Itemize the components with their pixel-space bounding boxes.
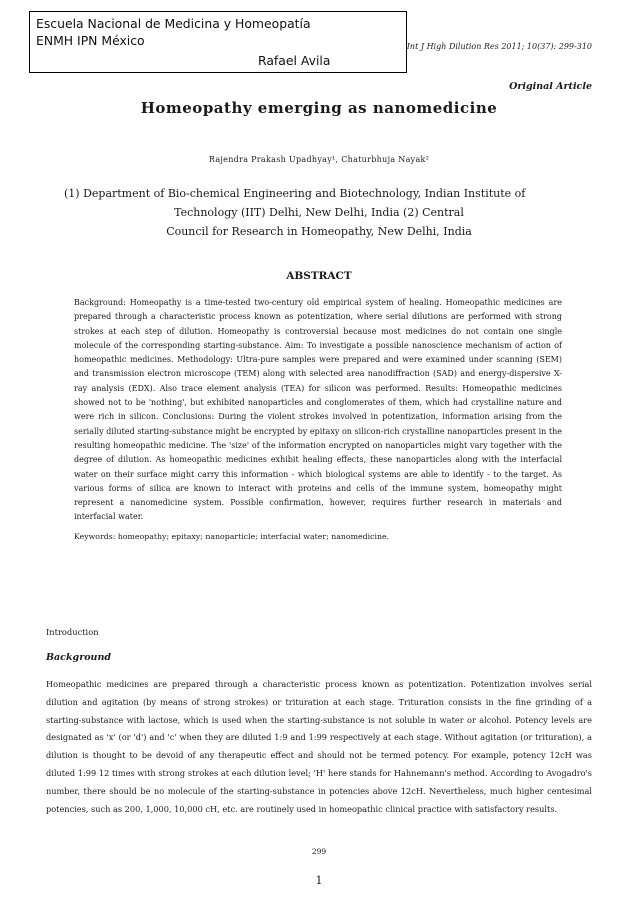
affiliation-line-1: (1) Department of Bio-chemical Engineering and Biotechnology, Indian Institute of: [64, 187, 526, 200]
keywords: Keywords: homeopathy; epitaxy; nanoparticle; interfacial water; nanomedicine.: [74, 532, 390, 541]
authors: Rajendra Prakash Upadhyay¹, Chaturbhuja Nayak²: [208, 155, 430, 164]
affiliation-line-3: Council for Research in Homeopathy, New Delhi, India: [166, 225, 472, 238]
library-stamp-box: [29, 11, 407, 73]
abstract-heading: ABSTRACT: [286, 270, 352, 282]
journal-reference: Int J High Dilution Res 2011; 10(37): 299-310: [406, 42, 592, 51]
stamp-location: ENMH IPN México: [36, 33, 145, 48]
affiliation-line-2: Technology (IIT) Delhi, New Delhi, India (2) Central: [174, 206, 464, 219]
stamp-name: Rafael Avila: [258, 53, 331, 68]
stamp-institution: Escuela Nacional de Medicina y Homeopatía: [36, 16, 311, 31]
body-paragraph: Homeopathic medicines are prepared through a characteristic process known as potentization. Potentization involves serial dilution and agitation (by means of strong strokes) or trituration at each stage. Trituration consists in the fine grinding of a starting-substance with lactose, which is used when the starting-substance is not soluble in water or alcohol. Potency levels are designated as 'x' (or 'd') and 'c' when they are diluted 1:9 and 1:99 respectively at each stage. Without agitation (or trituration), a dilution is thought to be devoid of any therapeutic effect and should not be termed potency. For example, potency 12cH was diluted 1:99 12 times with strong strokes at each dilution level; 'H' here stands for Hahnemann's method. According to Avogadro's number, there should be no molecule of the starting-substance in potencies above 12cH. Nevertheless, much higher centesimal potencies, such as 200, 1,000, 10,000 cH, etc. are routinely used in homeopathic clinical practice with satisfactory results.: [46, 679, 592, 814]
introduction-heading: Introduction: [46, 627, 99, 637]
paper-title: Homeopathy emerging as nanomedicine: [140, 99, 498, 117]
sheet-page-number: 1: [315, 874, 323, 887]
journal-page-number: 299: [311, 847, 327, 856]
abstract-text: Background: Homeopathy is a time-tested two-century old empirical system of healing. Homeopathic medicines are prepared through a characteristic process known as potentization, where serial dilutions are performed with strong strokes at each step of dilution. Homeopathy is controversial because most medicines do not contain one single molecule of the corresponding starting-substance. Aim: To investigate a possible nanoscience mechanism of action of homeopathic medicines. Methodology: Ultra-pure samples were prepared and were examined under scanning (SEM) and transmission electron microscope (TEM) along with selected area nanodiffraction (SAD) and energy-dispersive X-ray analysis (EDX). Also trace element analysis (TEA) for silicon was performed. Results: Homeopathic medicines showed not to be 'nothing', but exhibited nanoparticles and conglomerates of them, which had crystalline nature and were rich in silicon. Conclusions: During the violent strokes involved in potentization, information arising from the serially diluted starting-substance might be encrypted by epitaxy on silicon-rich crystalline nanoparticles present in the resulting homeopathic medicine. The 'size' of the information encrypted on nanoparticles might vary together with the degree of dilution. As homeopathic medicines exhibit healing effects, these nanoparticles along with the interfacial water on their surface might carry this information - which biological systems are able to identify - to the target. As various forms of silica are known to interact with proteins and cells of the immune system, homeopathy might represent a nanomedicine system. Possible confirmation, however, requires further research in materials and interfacial water.: [74, 298, 562, 522]
affiliations: [64, 184, 574, 241]
background-heading: Background: [46, 652, 111, 663]
article-type: Original Article: [509, 81, 592, 92]
